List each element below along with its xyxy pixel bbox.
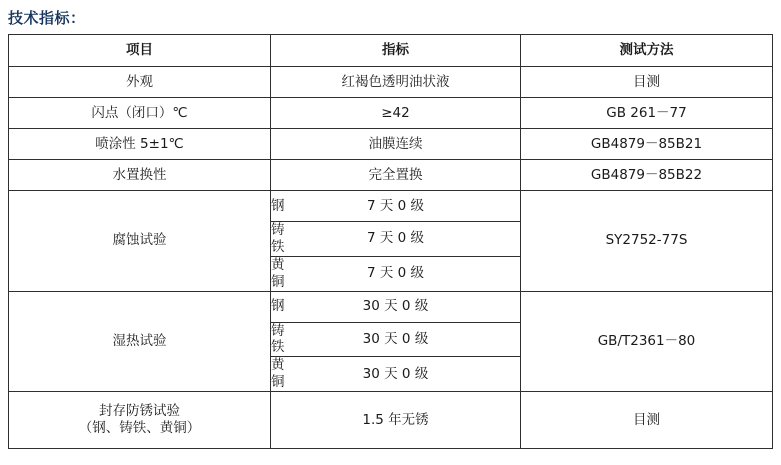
cell-item: 外观 — [9, 67, 271, 98]
table-row: 铸铁 30 天 0 级 — [9, 322, 773, 357]
column-header-index: 指标 — [271, 35, 521, 67]
cell-index: 油膜连续 — [271, 129, 521, 160]
table-row: 湿热试验 钢 30 天 0 级 GB/T2361－80 — [9, 291, 773, 322]
table-row: 腐蚀试验 钢 7 天 0 级 SY2752-77S — [9, 191, 773, 222]
cell-index: 红褐色透明油状液 — [271, 67, 521, 98]
cell-index: 7 天 0 级 — [271, 191, 521, 222]
table-body — [9, 67, 773, 449]
cell-index: 完全置换 — [271, 160, 521, 191]
cell-item: 闪点（闭口）℃ — [9, 98, 271, 129]
table-header-row — [9, 35, 773, 67]
cell-item: 喷涂性 5±1℃ — [9, 129, 271, 160]
cell-index: ≥42 — [271, 98, 521, 129]
table-row — [9, 129, 773, 160]
cell-method: GB 261－77 — [521, 98, 773, 129]
cell-method: 目测 — [521, 67, 773, 98]
cell-index: 30 天 0 级 — [271, 357, 521, 392]
cell-item: 水置换性 — [9, 160, 271, 191]
table-row — [9, 392, 773, 449]
table-row: 黄铜 7 天 0 级 — [9, 256, 773, 291]
cell-index: 7 天 0 级 — [271, 222, 521, 257]
cell-method: GB/T2361－80 — [521, 291, 773, 392]
column-header-method: 测试方法 — [521, 35, 773, 67]
table-row — [9, 67, 773, 98]
table-header — [9, 35, 773, 67]
table-row: 黄铜 30 天 0 级 — [9, 357, 773, 392]
cell-index: 7 天 0 级 — [271, 256, 521, 291]
table-row — [9, 160, 773, 191]
technical-specification-table — [8, 34, 773, 449]
cell-method: 目测 — [521, 392, 773, 449]
cell-index: 1.5 年无锈 — [271, 392, 521, 449]
table-row — [9, 98, 773, 129]
cell-group-label-corrosion: 腐蚀试验 — [9, 191, 271, 292]
cell-method: GB4879－85B22 — [521, 160, 773, 191]
column-header-item: 项目 — [9, 35, 271, 67]
table-row: 铸铁 7 天 0 级 — [9, 222, 773, 257]
cell-index: 30 天 0 级 — [271, 291, 521, 322]
cell-item-line1: 封存防锈试验 — [99, 403, 180, 420]
cell-item-line2: （钢、铸铁、黄铜） — [78, 420, 201, 436]
cell-method: GB4879－85B21 — [521, 129, 773, 160]
cell-method: SY2752-77S — [521, 191, 773, 292]
cell-index: 30 天 0 级 — [271, 322, 521, 357]
cell-group-label-humidity: 湿热试验 — [9, 291, 271, 392]
cell-item — [9, 392, 271, 449]
page-title: 技术指标： — [8, 9, 86, 27]
